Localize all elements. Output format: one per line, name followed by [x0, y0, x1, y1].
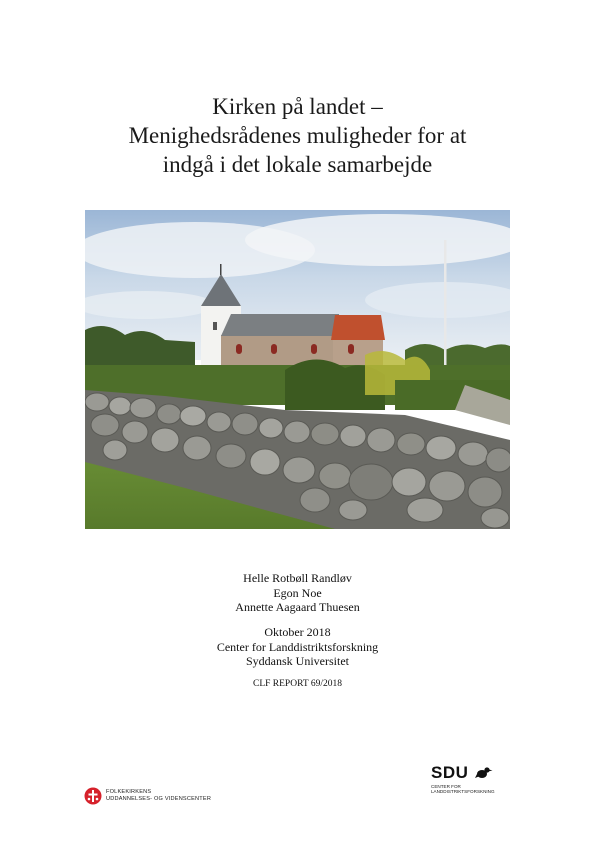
- folkekirken-logo-line-2: UDDANNELSES- OG VIDENSCENTER: [106, 796, 212, 802]
- folkekirken-logo-line-1: FOLKEKIRKENS: [106, 789, 152, 795]
- publication-info: [0, 625, 595, 669]
- publisher-center: Center for Landdistriktsforskning: [216, 639, 379, 654]
- author-2: Egon Noe: [273, 585, 322, 600]
- title-line-1: Kirken på landet –: [212, 94, 383, 119]
- sdu-wordmark: SDU: [431, 762, 469, 782]
- sdu-logo: [431, 762, 495, 795]
- publication-date: Oktober 2018: [264, 625, 331, 639]
- cover-photo: [85, 210, 510, 529]
- author-list: [0, 571, 595, 615]
- church-photo-image: [85, 210, 510, 529]
- folkekirken-emblem-icon: [84, 787, 102, 805]
- page-title: [0, 92, 595, 179]
- report-number: CLF REPORT 69/2018: [253, 679, 342, 689]
- author-3: Annette Aagaard Thuesen: [235, 600, 360, 614]
- author-1: Helle Rotbøll Randløv: [243, 571, 352, 585]
- title-line-3: indgå i det lokale samarbejde: [162, 152, 433, 177]
- publisher-university: Syddansk Universitet: [246, 654, 349, 668]
- title-line-2: Menighedsrådenes muligheder for at: [128, 123, 467, 148]
- folkekirken-logo: [84, 785, 211, 807]
- sdu-logo-line-1: CENTER FOR: [431, 783, 461, 789]
- sdu-bird-icon: [475, 765, 493, 781]
- sdu-logo-line-2: LANDDISTRIKTSFORSKNING: [431, 789, 495, 794]
